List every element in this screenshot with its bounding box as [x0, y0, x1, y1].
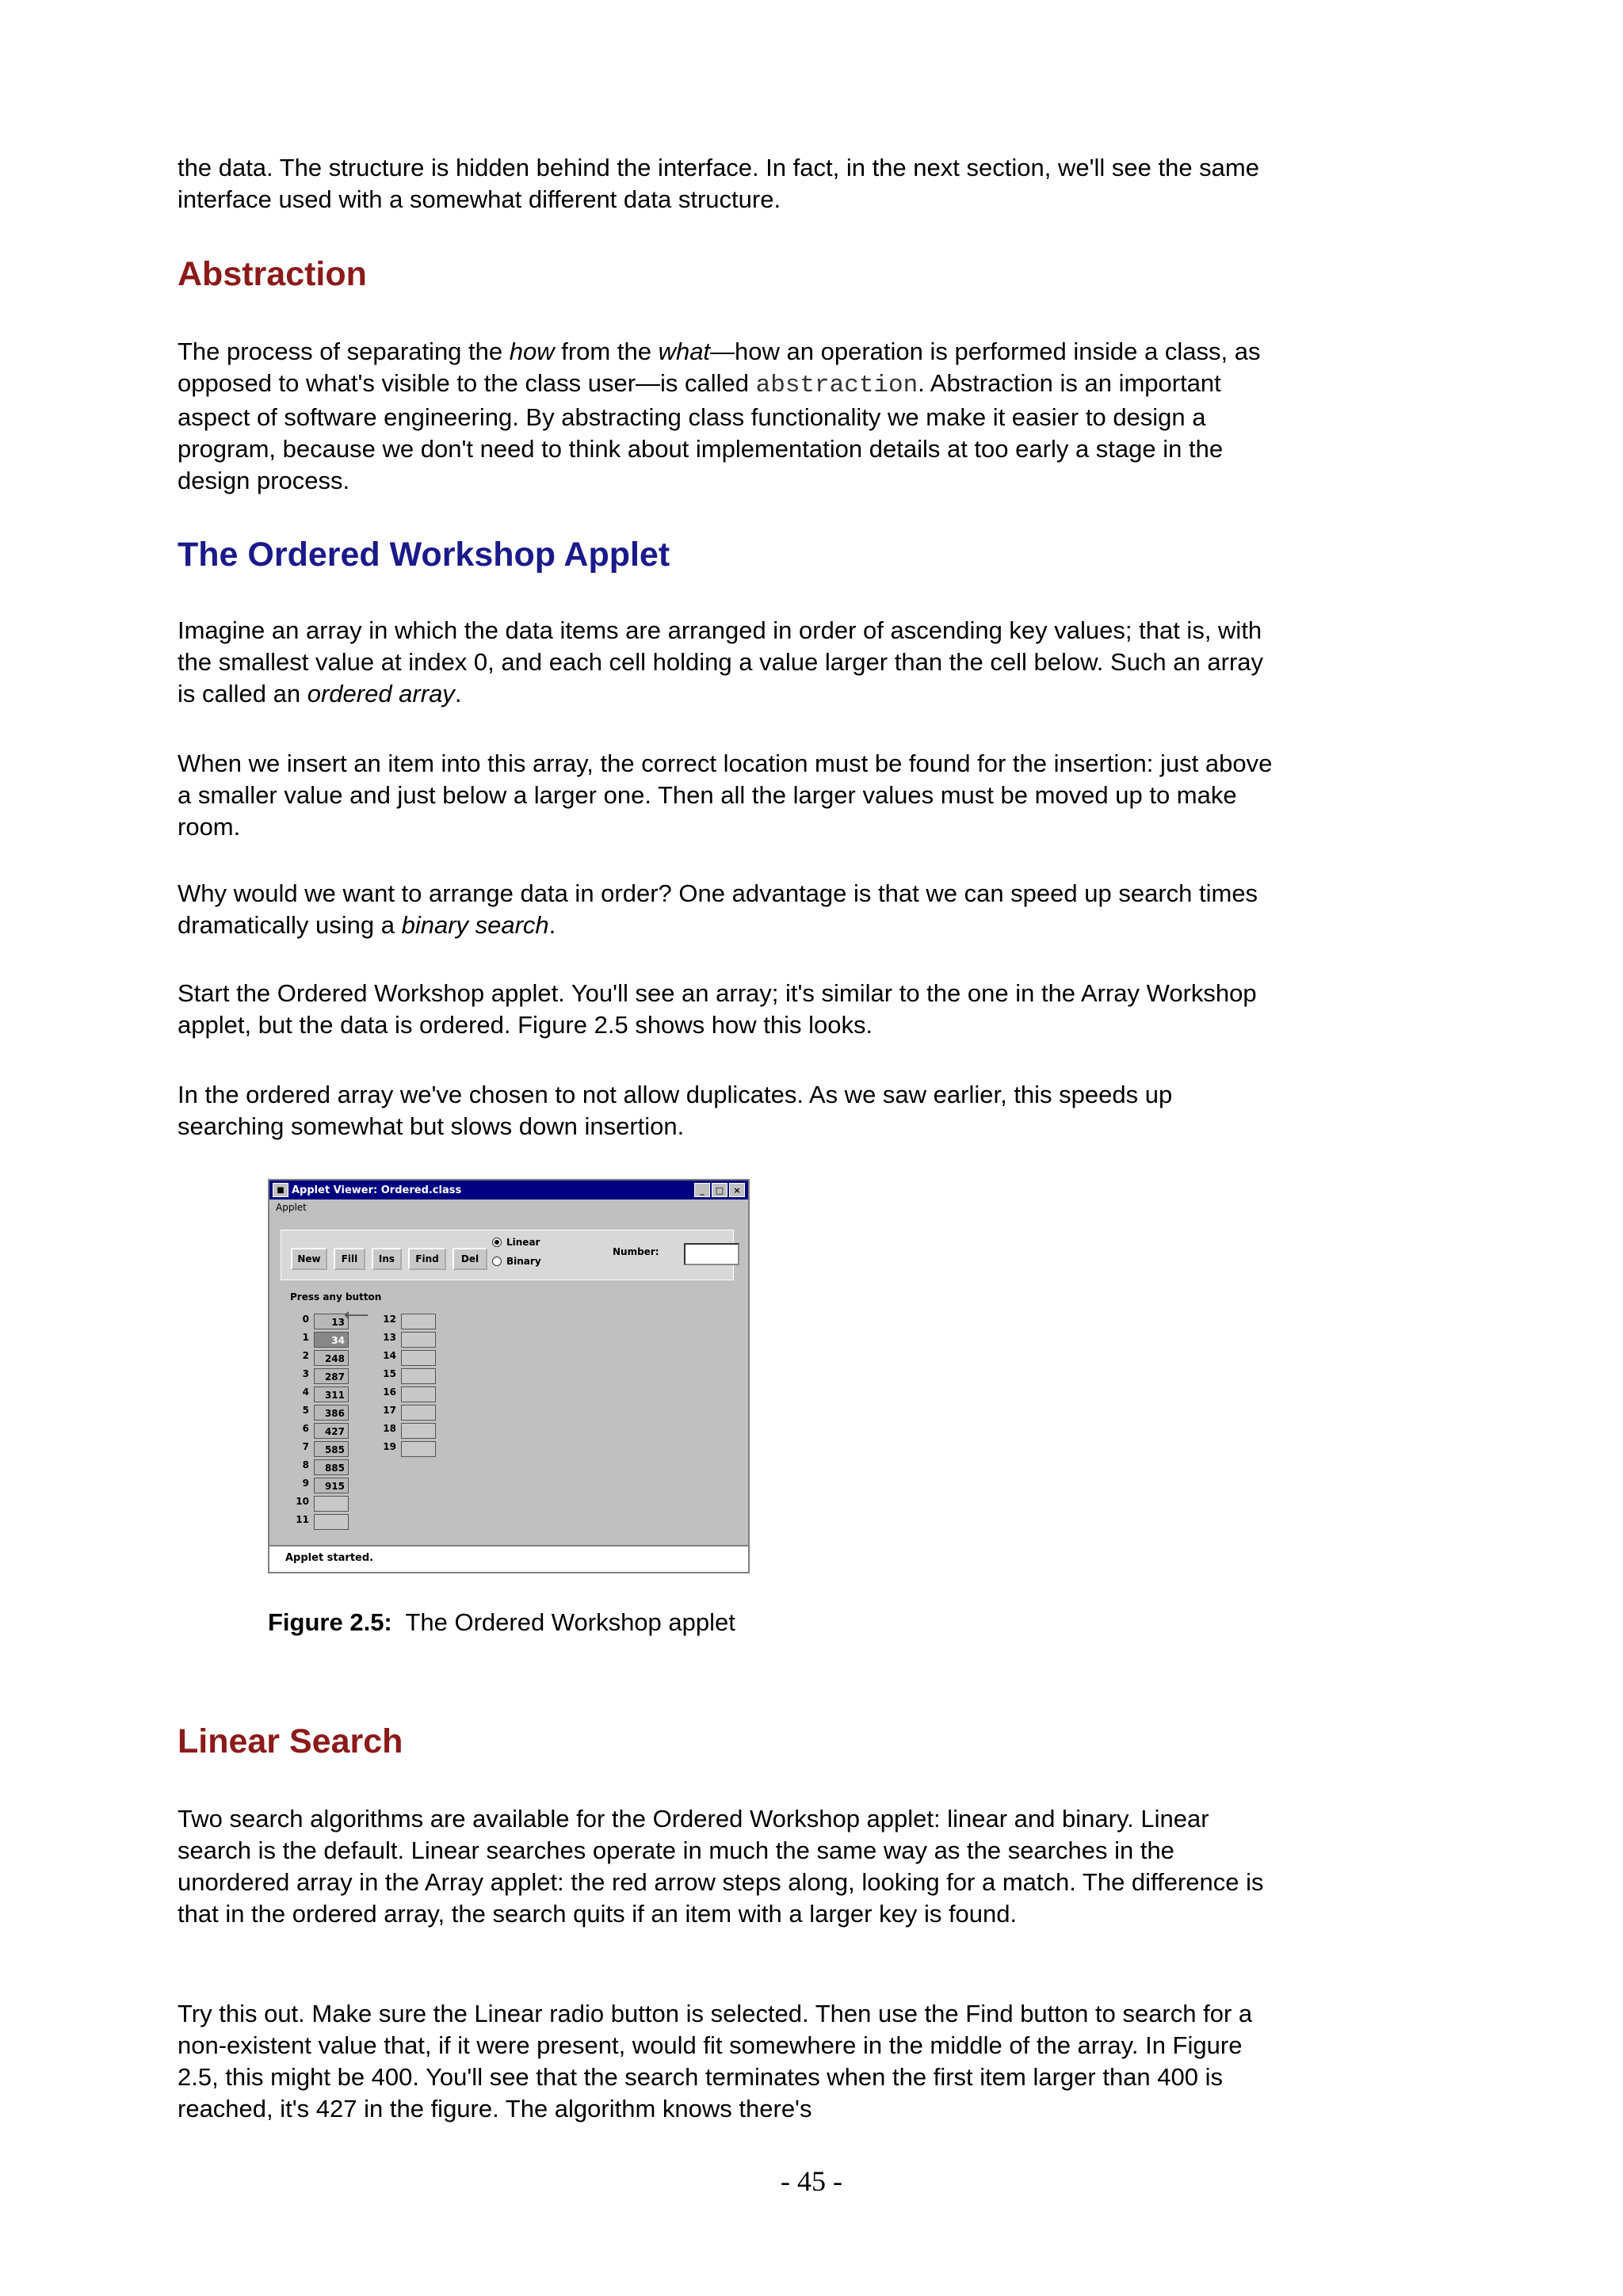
array-cell-index: 8: [302, 1459, 309, 1470]
array-cell-index: 15: [383, 1368, 396, 1379]
new-button[interactable]: New: [291, 1248, 327, 1270]
array-cell-index: 9: [302, 1478, 309, 1489]
array-cell-value: 13: [314, 1314, 349, 1329]
ins-button[interactable]: Ins: [372, 1248, 402, 1270]
array-cell-index: 1: [302, 1332, 309, 1343]
array-cell-value: [401, 1332, 436, 1348]
applet-status: Applet started.: [269, 1545, 748, 1572]
array-cell-value: [314, 1514, 349, 1530]
ordered-paragraph-5: In the ordered array we've chosen to not allow duplicates. As we saw earlier, this speeds up searching somewhat but slows down insertion.: [178, 1081, 1173, 1140]
array-cell-value: 386: [314, 1405, 349, 1421]
array-cell-value: 885: [314, 1459, 349, 1475]
array-cell-index: 6: [302, 1423, 309, 1434]
array-cell-index: 3: [302, 1368, 309, 1379]
figure-caption-text: The Ordered Workshop applet: [405, 1608, 735, 1636]
heading-ordered-workshop-applet: The Ordered Workshop Applet: [178, 536, 670, 574]
array-cell-index: 12: [383, 1314, 396, 1325]
em-binary-search: binary search: [401, 911, 549, 939]
array-cell-value: [401, 1405, 436, 1421]
array-cell-index: 11: [296, 1514, 309, 1525]
array-cell-value: [401, 1441, 436, 1457]
del-button[interactable]: Del: [453, 1248, 487, 1270]
applet-titlebar: [269, 1180, 748, 1199]
array-cell-value: 915: [314, 1478, 349, 1493]
array-cell-value: 248: [314, 1350, 349, 1366]
figure-caption: [268, 1608, 735, 1637]
array-cell-index: 0: [302, 1314, 309, 1325]
array-cell-index: 19: [383, 1441, 396, 1452]
array-cell-index: 7: [302, 1441, 309, 1452]
applet-window: [268, 1179, 750, 1573]
em-how: how: [509, 338, 555, 365]
close-icon[interactable]: ×: [729, 1183, 745, 1197]
figure-label: Figure 2.5:: [268, 1608, 392, 1636]
ordered-paragraph-4: Start the Ordered Workshop applet. You'll see an array; it's similar to the one in the Array Workshop applet, but the data is ordered. Figure 2.5 shows how this looks.: [178, 979, 1257, 1039]
array-cell-index: 4: [302, 1386, 309, 1398]
heading-linear-search: Linear Search: [178, 1722, 403, 1760]
linear-paragraph-2: Try this out. Make sure the Linear radio button is selected. Then use the Find button to search for a non-existent value that, if it were present, would fit somewhere in the middle of the array. In Figure 2.5, this might be 400. You'll see that the search terminates when the first item larger than 400 is reached, it's 427 in the figure. The algorithm knows there's: [178, 2000, 1253, 2122]
heading-abstraction: Abstraction: [178, 255, 367, 293]
page-number: - 45 -: [781, 2165, 842, 2197]
array-cell-index: 2: [302, 1350, 309, 1361]
array-cell-value: [401, 1350, 436, 1366]
array-cell-value: [401, 1314, 436, 1329]
red-arrow-icon: ⟵: [344, 1306, 369, 1325]
array-cell-index: 16: [383, 1386, 396, 1398]
linear-paragraph-1: Two search algorithms are available for the Ordered Workshop applet: linear and binary. Linear search is the default. Linear searches operate in much the same way as the searches in the unordered array in the Array applet: the red arrow steps along, looking for a match. The difference is that in the ordered array, the search quits if an item with a larger key is found.: [178, 1805, 1264, 1928]
find-button[interactable]: Find: [408, 1248, 446, 1270]
array-cell-value: [401, 1386, 436, 1402]
fill-button[interactable]: Fill: [334, 1248, 365, 1270]
array-cell-value: 427: [314, 1423, 349, 1439]
array-cell-index: 17: [383, 1405, 396, 1416]
intro-paragraph: the data. The structure is hidden behind the interface. In fact, in the next section, we'll see the same interface used with a somewhat different data structure.: [178, 154, 1259, 213]
number-input[interactable]: [684, 1243, 739, 1265]
array-cell-value: [401, 1423, 436, 1439]
array-cell-index: 18: [383, 1423, 396, 1434]
array-cell-index: 5: [302, 1405, 309, 1416]
abstraction-paragraph: The process of separating the how from the what—how an operation is performed inside a class, as opposed to what's visible to the class user—is called abstraction. Abstraction is an important aspect of software engineering. By abstracting class functionality we make it easier to design a program, because we don't need to think about implementation details at too early a stage in the design process.: [178, 338, 1261, 494]
applet-title: Applet Viewer: Ordered.class: [292, 1184, 462, 1196]
applet-menu[interactable]: Applet: [276, 1202, 307, 1213]
radio-binary[interactable]: Binary: [492, 1256, 541, 1267]
array-cell-value: 34: [314, 1332, 349, 1348]
number-label: Number:: [613, 1246, 659, 1257]
array-cell-index: 10: [296, 1496, 309, 1507]
em-ordered-array: ordered array: [307, 680, 455, 707]
applet-window-icon: ■: [273, 1183, 288, 1197]
array-cell-value: 311: [314, 1386, 349, 1402]
em-what: what: [658, 338, 711, 365]
control-panel: [281, 1230, 734, 1280]
array-cell-index: 13: [383, 1332, 396, 1343]
array-cell-value: [401, 1368, 436, 1384]
term-abstraction: abstraction: [755, 372, 918, 399]
array-cell-value: 585: [314, 1441, 349, 1457]
array-cell-value: 287: [314, 1368, 349, 1384]
minimize-icon[interactable]: _: [694, 1183, 710, 1197]
radio-linear[interactable]: Linear: [492, 1237, 540, 1248]
ordered-paragraph-1: Imagine an array in which the data items are arranged in order of ascending key values; that is, with the smallest value at index 0, and each cell holding a value larger than the cell below. Such an array is called an ordered array.: [178, 616, 1264, 707]
ordered-paragraph-2: When we insert an item into this array, the correct location must be found for the insertion: just above a smaller value and just below a larger one. Then all the larger values must be moved up to make room.: [178, 749, 1273, 841]
maximize-icon[interactable]: □: [712, 1183, 727, 1197]
ordered-paragraph-3: Why would we want to arrange data in order? One advantage is that we can speed up search times dramatically using a binary search.: [178, 879, 1258, 939]
prompt-text: Press any button: [290, 1291, 382, 1302]
array-cell-value: [314, 1496, 349, 1512]
array-cell-index: 14: [383, 1350, 396, 1361]
